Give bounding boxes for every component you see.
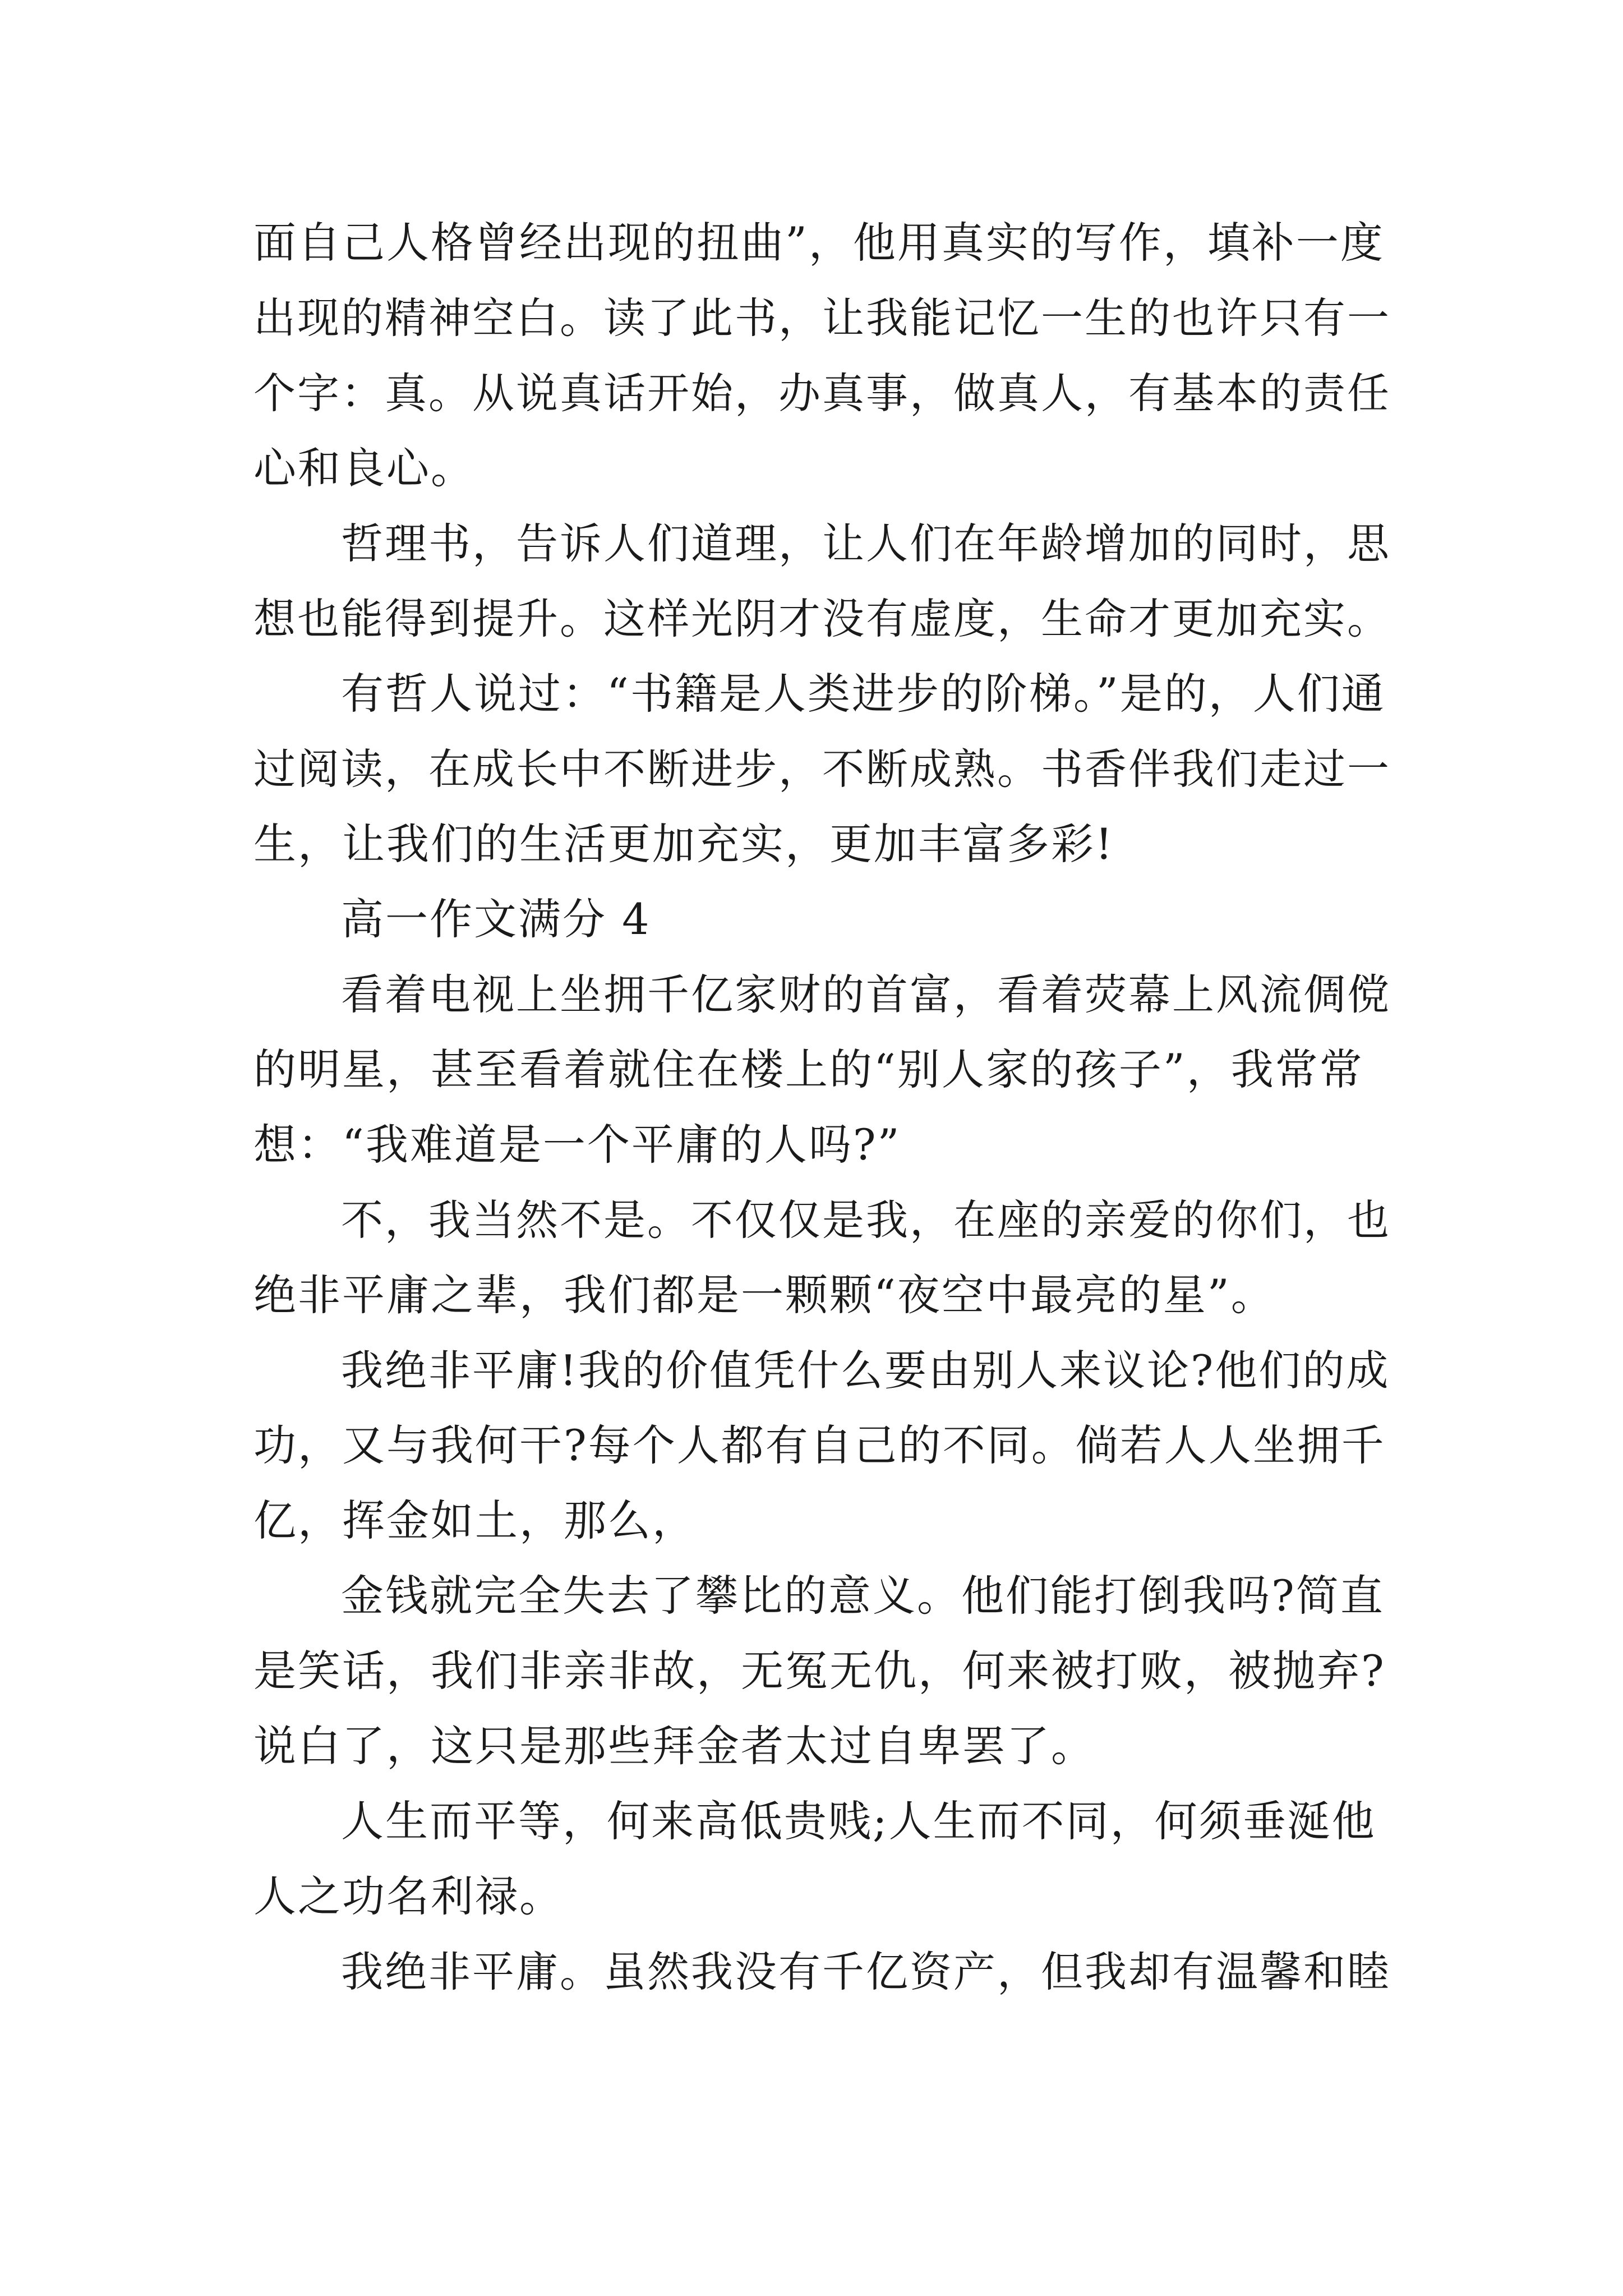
text-line: 个字：真。从说真话开始，办真事，做真人，有基本的责任	[253, 369, 1391, 418]
text-line: 生，让我们的生活更加充实，更加丰富多彩!	[253, 819, 1114, 869]
text-line: 出现的精神空白。读了此书，让我能记忆一生的也许只有一	[253, 293, 1391, 343]
text-line: 金钱就完全失去了攀比的意义。他们能打倒我吗?简直	[341, 1571, 1385, 1621]
text-line: 人之功名利禄。	[253, 1871, 564, 1921]
text-line: 想也能得到提升。这样光阴才没有虚度，生命才更加充实。	[253, 594, 1391, 643]
text-line: 人生而平等，何来高低贵贱;人生而不同，何须垂涎他	[341, 1796, 1376, 1846]
text-line: 我绝非平庸。虽然我没有千亿资产，但我却有温馨和睦	[341, 1947, 1391, 1996]
text-line: 有哲人说过：“书籍是人类进步的阶梯。”是的，人们通	[341, 669, 1386, 719]
text-line: 亿，挥金如土，那么，	[253, 1496, 697, 1545]
text-line: 过阅读，在成长中不断进步，不断成熟。书香伴我们走过一	[253, 744, 1391, 794]
text-line: 看着电视上坐拥千亿家财的首富，看着荧幕上风流倜傥	[341, 970, 1391, 1019]
text-line: 绝非平庸之辈，我们都是一颗颗“夜空中最亮的星”。	[253, 1270, 1275, 1320]
text-line: 高一作文满分 4	[341, 894, 651, 944]
text-line: 的明星，甚至看着就住在楼上的“别人家的孩子”，我常常	[253, 1045, 1364, 1094]
text-line: 我绝非平庸!我的价值凭什么要由别人来议论?他们的成	[341, 1346, 1390, 1395]
text-line: 功，又与我何干?每个人都有自己的不同。倘若人人坐拥千	[253, 1420, 1386, 1470]
text-line: 是笑话，我们非亲非故，无冤无仇，何来被打败，被抛弃?	[253, 1646, 1386, 1696]
text-line: 面自己人格曾经出现的扭曲”，他用真实的写作，填补一度	[253, 218, 1385, 268]
text-line: 心和良心。	[253, 443, 475, 493]
document-body	[253, 205, 1392, 2009]
text-line: 不，我当然不是。不仅仅是我，在座的亲爱的你们，也	[341, 1195, 1391, 1245]
text-line: 哲理书，告诉人们道理，让人们在年龄增加的同时，思	[341, 519, 1391, 568]
text-line: 想：“我难道是一个平庸的人吗?”	[253, 1120, 901, 1170]
text-line: 说白了，这只是那些拜金者太过自卑罢了。	[253, 1721, 1095, 1771]
